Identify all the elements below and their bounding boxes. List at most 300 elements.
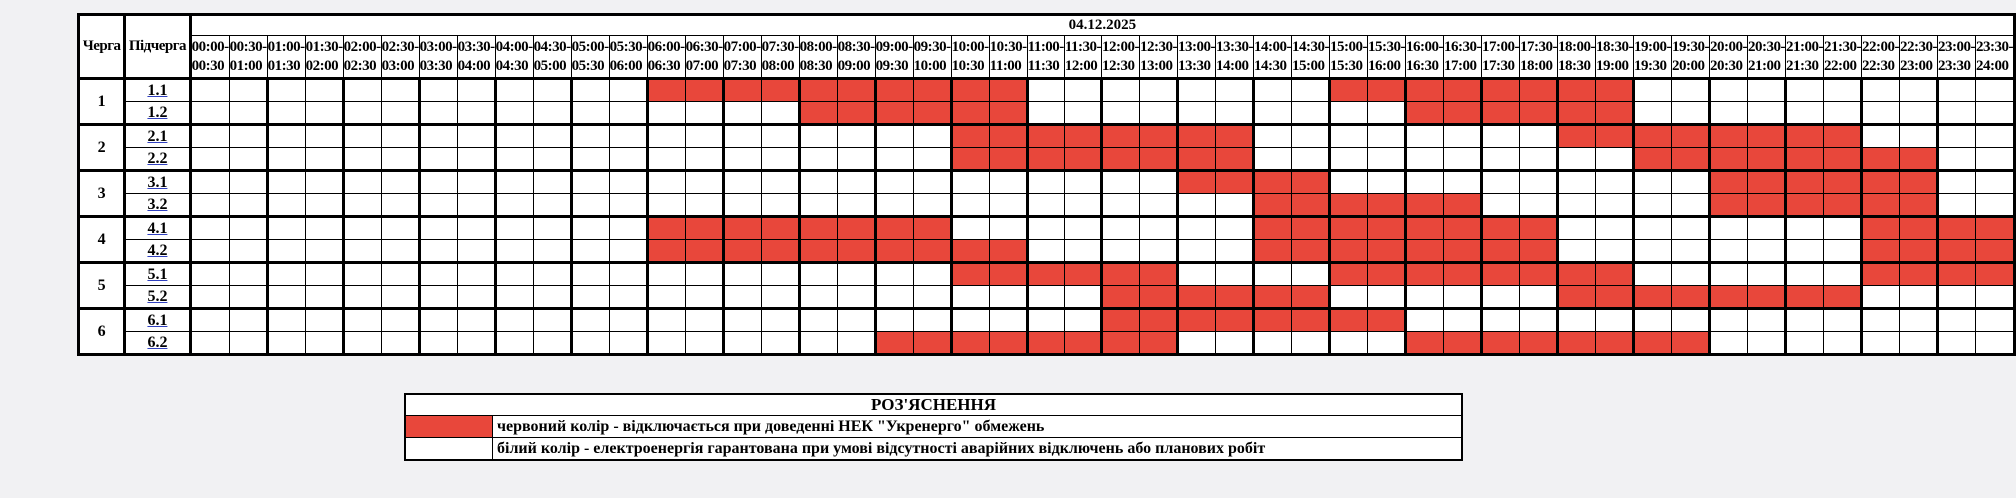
slot-powered: [609, 125, 647, 148]
subqueue-link[interactable]: 2.1: [147, 127, 168, 145]
slot-powered: [723, 332, 761, 355]
slot-powered: [533, 286, 571, 309]
slot-outage: [1785, 125, 1823, 148]
subqueue-link[interactable]: 6.1: [147, 311, 168, 329]
slot-outage: [1709, 194, 1747, 217]
slot-powered: [837, 194, 875, 217]
time-slot-start: 15:00-: [1329, 38, 1367, 55]
slot-powered: [1785, 217, 1823, 240]
slot-outage: [799, 102, 837, 125]
slot-powered: [1367, 102, 1405, 125]
slot-powered: [1329, 148, 1367, 171]
time-slot-start: 16:30-: [1443, 38, 1481, 55]
time-slot-end: 10:00: [913, 57, 947, 74]
time-slot-start: 06:30-: [685, 38, 723, 55]
queue-label: 2: [79, 125, 125, 171]
slot-powered: [229, 309, 267, 332]
slot-powered: [1027, 171, 1064, 194]
slot-powered: [419, 79, 457, 102]
slot-outage: [1139, 332, 1177, 355]
slot-powered: [495, 102, 533, 125]
time-slot-header: [723, 36, 761, 79]
slot-powered: [1595, 194, 1633, 217]
time-slot-header: [1405, 36, 1443, 79]
slot-powered: [1557, 217, 1595, 240]
slot-powered: [1405, 171, 1443, 194]
slot-outage: [799, 79, 837, 102]
slot-outage: [951, 263, 989, 286]
slot-powered: [229, 125, 267, 148]
slot-powered: [609, 332, 647, 355]
time-slot-start: 13:30-: [1215, 38, 1253, 55]
slot-powered: [1519, 194, 1557, 217]
slot-powered: [457, 240, 495, 263]
slot-powered: [1367, 332, 1405, 355]
slot-powered: [1329, 286, 1367, 309]
slot-powered: [1064, 102, 1101, 125]
slot-powered: [1215, 240, 1253, 263]
time-slot-header: [381, 36, 419, 79]
slot-powered: [343, 148, 381, 171]
slot-powered: [723, 171, 761, 194]
slot-powered: [1747, 102, 1785, 125]
slot-powered: [1975, 309, 2014, 332]
slot-powered: [1595, 309, 1633, 332]
slot-outage: [1253, 194, 1291, 217]
slot-outage: [1823, 125, 1861, 148]
slot-powered: [1443, 286, 1481, 309]
slot-outage: [1064, 148, 1101, 171]
subqueue-link[interactable]: 4.2: [147, 241, 168, 259]
slot-powered: [267, 286, 305, 309]
slot-outage: [951, 240, 989, 263]
subqueue-label: [125, 263, 190, 286]
slot-powered: [1215, 217, 1253, 240]
slot-powered: [1291, 79, 1329, 102]
slot-outage: [989, 148, 1027, 171]
slot-powered: [1937, 79, 1975, 102]
time-slot-end: 21:00: [1747, 57, 1781, 74]
slot-outage: [989, 263, 1027, 286]
slot-powered: [1139, 194, 1177, 217]
slot-powered: [267, 79, 305, 102]
slot-outage: [1139, 263, 1177, 286]
slot-powered: [381, 263, 419, 286]
slot-powered: [1937, 148, 1975, 171]
subqueue-link[interactable]: 3.2: [147, 195, 168, 213]
subqueue-row: [79, 332, 2015, 355]
slot-outage: [1671, 125, 1709, 148]
time-slot-end: 22:30: [1861, 57, 1895, 74]
subqueue-row: [79, 148, 2015, 171]
slot-outage: [1519, 263, 1557, 286]
slot-powered: [305, 309, 343, 332]
slot-powered: [571, 332, 609, 355]
slot-outage: [951, 125, 989, 148]
time-slot-start: 02:00-: [343, 38, 381, 55]
subqueue-link[interactable]: 3.1: [147, 173, 168, 191]
slot-powered: [1064, 286, 1101, 309]
slot-powered: [723, 125, 761, 148]
slot-powered: [419, 217, 457, 240]
slot-powered: [647, 148, 685, 171]
slot-outage: [1443, 217, 1481, 240]
slot-powered: [495, 263, 533, 286]
slot-powered: [229, 171, 267, 194]
slot-powered: [495, 148, 533, 171]
slot-outage: [1443, 79, 1481, 102]
slot-outage: [875, 217, 913, 240]
slot-powered: [609, 217, 647, 240]
slot-powered: [1899, 286, 1937, 309]
slot-powered: [190, 125, 229, 148]
slot-outage: [1823, 194, 1861, 217]
slot-powered: [989, 194, 1027, 217]
slot-powered: [1823, 309, 1861, 332]
slot-outage: [1253, 286, 1291, 309]
slot-powered: [1861, 286, 1899, 309]
slot-powered: [1253, 102, 1291, 125]
slot-powered: [1177, 79, 1215, 102]
slot-powered: [457, 309, 495, 332]
slot-powered: [1785, 332, 1823, 355]
time-slot-end: 09:00: [837, 57, 871, 74]
slot-powered: [1405, 125, 1443, 148]
slot-powered: [1937, 286, 1975, 309]
subqueue-link[interactable]: 4.1: [147, 219, 168, 237]
slot-powered: [1747, 263, 1785, 286]
time-slot-header: [1481, 36, 1519, 79]
slot-powered: [799, 148, 837, 171]
slot-powered: [875, 194, 913, 217]
slot-outage: [685, 240, 723, 263]
subqueue-label: [125, 79, 190, 102]
slot-powered: [381, 194, 419, 217]
slot-outage: [989, 125, 1027, 148]
time-slot-start: 15:30-: [1367, 38, 1405, 55]
slot-powered: [381, 332, 419, 355]
slot-powered: [799, 171, 837, 194]
slot-powered: [305, 171, 343, 194]
slot-powered: [343, 102, 381, 125]
slot-powered: [419, 125, 457, 148]
slot-powered: [190, 240, 229, 263]
slot-powered: [1823, 332, 1861, 355]
slot-powered: [1785, 102, 1823, 125]
slot-powered: [1671, 240, 1709, 263]
time-slot-start: 21:30-: [1823, 38, 1861, 55]
time-slot-end: 23:30: [1937, 57, 1971, 74]
slot-powered: [419, 286, 457, 309]
slot-powered: [1064, 217, 1101, 240]
time-slot-start: 03:30-: [457, 38, 495, 55]
slot-powered: [1253, 125, 1291, 148]
slot-powered: [495, 286, 533, 309]
time-slot-start: 11:00-: [1027, 38, 1064, 55]
slot-powered: [419, 309, 457, 332]
slot-outage: [1367, 194, 1405, 217]
subqueue-label: [125, 286, 190, 309]
subqueue-link[interactable]: 1.1: [147, 81, 168, 99]
slot-powered: [190, 332, 229, 355]
slot-powered: [1064, 194, 1101, 217]
slot-powered: [229, 79, 267, 102]
subqueue-row: [79, 125, 2015, 148]
subqueue-label: [125, 332, 190, 355]
slot-outage: [1671, 148, 1709, 171]
time-slot-start: 13:00-: [1177, 38, 1215, 55]
slot-outage: [723, 240, 761, 263]
time-slot-end: 19:30: [1633, 57, 1667, 74]
subqueue-row: [79, 286, 2015, 309]
slot-powered: [1595, 148, 1633, 171]
subqueue-row: [79, 194, 2015, 217]
time-slot-end: 23:00: [1899, 57, 1933, 74]
slot-outage: [951, 332, 989, 355]
slot-outage: [1215, 171, 1253, 194]
slot-powered: [229, 148, 267, 171]
legend-title: РОЗ'ЯСНЕННЯ: [405, 394, 1462, 416]
slot-powered: [1367, 125, 1405, 148]
time-slot-header: [1861, 36, 1899, 79]
slot-powered: [229, 194, 267, 217]
slot-powered: [1027, 286, 1064, 309]
time-slot-end: 20:00: [1671, 57, 1705, 74]
slot-powered: [951, 217, 989, 240]
slot-powered: [1975, 194, 2014, 217]
slot-powered: [799, 332, 837, 355]
time-slot-start: 01:30-: [305, 38, 343, 55]
slot-powered: [1177, 217, 1215, 240]
time-slot-start: 14:00-: [1253, 38, 1291, 55]
slot-powered: [1101, 102, 1139, 125]
subqueue-link[interactable]: 6.2: [147, 333, 168, 351]
slot-powered: [533, 125, 571, 148]
slot-powered: [609, 79, 647, 102]
slot-powered: [381, 125, 419, 148]
subqueue-link[interactable]: 2.2: [147, 149, 168, 167]
slot-outage: [723, 79, 761, 102]
slot-outage: [1899, 171, 1937, 194]
slot-powered: [1709, 263, 1747, 286]
slot-powered: [190, 102, 229, 125]
slot-powered: [229, 102, 267, 125]
time-slot-start: 23:30-: [1975, 38, 2013, 55]
slot-powered: [229, 217, 267, 240]
slot-powered: [343, 309, 381, 332]
time-slot-end: 21:30: [1785, 57, 1819, 74]
slot-powered: [343, 217, 381, 240]
slot-powered: [533, 309, 571, 332]
slot-powered: [1671, 79, 1709, 102]
time-slot-end: 02:00: [305, 57, 339, 74]
time-slot-start: 08:00-: [799, 38, 837, 55]
slot-powered: [533, 194, 571, 217]
time-slot-start: 12:30-: [1139, 38, 1177, 55]
slot-outage: [1405, 102, 1443, 125]
time-slot-end: 10:30: [951, 57, 985, 74]
time-slot-header: [875, 36, 913, 79]
slot-powered: [989, 171, 1027, 194]
slot-outage: [1861, 263, 1899, 286]
time-slot-header: [419, 36, 457, 79]
slot-powered: [1291, 263, 1329, 286]
slot-powered: [1975, 332, 2014, 355]
slot-powered: [609, 263, 647, 286]
slot-outage: [1064, 263, 1101, 286]
slot-powered: [1177, 102, 1215, 125]
time-slot-header: [1937, 36, 1975, 79]
slot-powered: [1177, 332, 1215, 355]
slot-powered: [419, 148, 457, 171]
slot-powered: [305, 148, 343, 171]
slot-powered: [1633, 102, 1671, 125]
slot-outage: [761, 217, 799, 240]
slot-powered: [571, 217, 609, 240]
subqueue-link[interactable]: 1.2: [147, 103, 168, 121]
slot-powered: [1823, 79, 1861, 102]
slot-powered: [1709, 217, 1747, 240]
time-slot-start: 12:00-: [1101, 38, 1139, 55]
time-slot-header: [761, 36, 799, 79]
slot-outage: [1785, 171, 1823, 194]
slot-powered: [609, 171, 647, 194]
slot-powered: [419, 171, 457, 194]
slot-outage: [989, 240, 1027, 263]
slot-outage: [837, 240, 875, 263]
slot-powered: [1899, 332, 1937, 355]
slot-outage: [799, 217, 837, 240]
slot-powered: [609, 194, 647, 217]
slot-outage: [761, 79, 799, 102]
time-slot-end: 16:00: [1367, 57, 1401, 74]
slot-powered: [1519, 125, 1557, 148]
subqueue-label: [125, 217, 190, 240]
slot-powered: [837, 263, 875, 286]
slot-outage: [1367, 79, 1405, 102]
slot-powered: [229, 240, 267, 263]
slot-outage: [1519, 240, 1557, 263]
slot-outage: [647, 240, 685, 263]
time-slot-end: 03:00: [381, 57, 415, 74]
time-slot-end: 07:00: [685, 57, 719, 74]
slot-outage: [913, 217, 951, 240]
slot-powered: [1027, 309, 1064, 332]
slot-powered: [1823, 102, 1861, 125]
slot-powered: [190, 79, 229, 102]
time-slot-header: [1785, 36, 1823, 79]
slot-outage: [1861, 240, 1899, 263]
slot-powered: [1747, 217, 1785, 240]
slot-powered: [647, 102, 685, 125]
slot-powered: [419, 194, 457, 217]
time-slot-start: 04:00-: [495, 38, 533, 55]
time-slot-end: 14:30: [1253, 57, 1287, 74]
time-slot-header: [951, 36, 989, 79]
slot-powered: [1633, 240, 1671, 263]
slot-outage: [913, 79, 951, 102]
slot-powered: [190, 263, 229, 286]
time-slot-header: [1443, 36, 1481, 79]
slot-powered: [533, 148, 571, 171]
slot-powered: [190, 194, 229, 217]
slot-outage: [1177, 125, 1215, 148]
time-slot-start: 11:30-: [1064, 38, 1101, 55]
slot-powered: [381, 309, 419, 332]
slot-powered: [1215, 263, 1253, 286]
slot-powered: [1785, 309, 1823, 332]
subqueue-row: [79, 217, 2015, 240]
time-slot-start: 19:00-: [1633, 38, 1671, 55]
slot-powered: [1177, 194, 1215, 217]
time-slot-header: [609, 36, 647, 79]
slot-powered: [875, 148, 913, 171]
subqueue-link[interactable]: 5.1: [147, 265, 168, 283]
slot-outage: [1785, 286, 1823, 309]
slot-powered: [1557, 309, 1595, 332]
slot-powered: [1253, 332, 1291, 355]
slot-powered: [419, 240, 457, 263]
slot-powered: [1253, 263, 1291, 286]
slot-outage: [1975, 240, 2014, 263]
slot-powered: [190, 171, 229, 194]
slot-powered: [761, 194, 799, 217]
slot-outage: [1709, 148, 1747, 171]
slot-powered: [1443, 309, 1481, 332]
slot-powered: [495, 79, 533, 102]
slot-powered: [799, 286, 837, 309]
slot-outage: [1291, 171, 1329, 194]
slot-outage: [1595, 332, 1633, 355]
slot-powered: [190, 148, 229, 171]
slot-powered: [1937, 309, 1975, 332]
slot-powered: [533, 217, 571, 240]
slot-powered: [875, 286, 913, 309]
time-slot-header: [1215, 36, 1253, 79]
slot-outage: [1101, 309, 1139, 332]
slot-outage: [1405, 332, 1443, 355]
slot-powered: [571, 240, 609, 263]
slot-powered: [685, 309, 723, 332]
slot-powered: [1481, 171, 1519, 194]
time-slot-header: [1177, 36, 1215, 79]
slot-outage: [1443, 240, 1481, 263]
time-slot-end: 04:00: [457, 57, 491, 74]
slot-outage: [1253, 309, 1291, 332]
slot-powered: [1975, 171, 2014, 194]
subqueue-link[interactable]: 5.2: [147, 287, 168, 305]
slot-outage: [1481, 102, 1519, 125]
time-slot-start: 22:00-: [1861, 38, 1899, 55]
slot-powered: [1177, 240, 1215, 263]
slot-powered: [305, 332, 343, 355]
slot-outage: [1519, 332, 1557, 355]
slot-outage: [1519, 217, 1557, 240]
slot-powered: [1215, 102, 1253, 125]
slot-powered: [723, 309, 761, 332]
time-slot-end: 14:00: [1215, 57, 1249, 74]
slot-powered: [837, 148, 875, 171]
slot-powered: [1633, 79, 1671, 102]
slot-powered: [1823, 263, 1861, 286]
slot-outage: [1481, 217, 1519, 240]
slot-powered: [457, 102, 495, 125]
time-slot-end: 24:00: [1975, 57, 2009, 74]
slot-powered: [1253, 148, 1291, 171]
slot-outage: [1367, 309, 1405, 332]
slot-powered: [1064, 79, 1101, 102]
time-slot-end: 15:00: [1291, 57, 1325, 74]
